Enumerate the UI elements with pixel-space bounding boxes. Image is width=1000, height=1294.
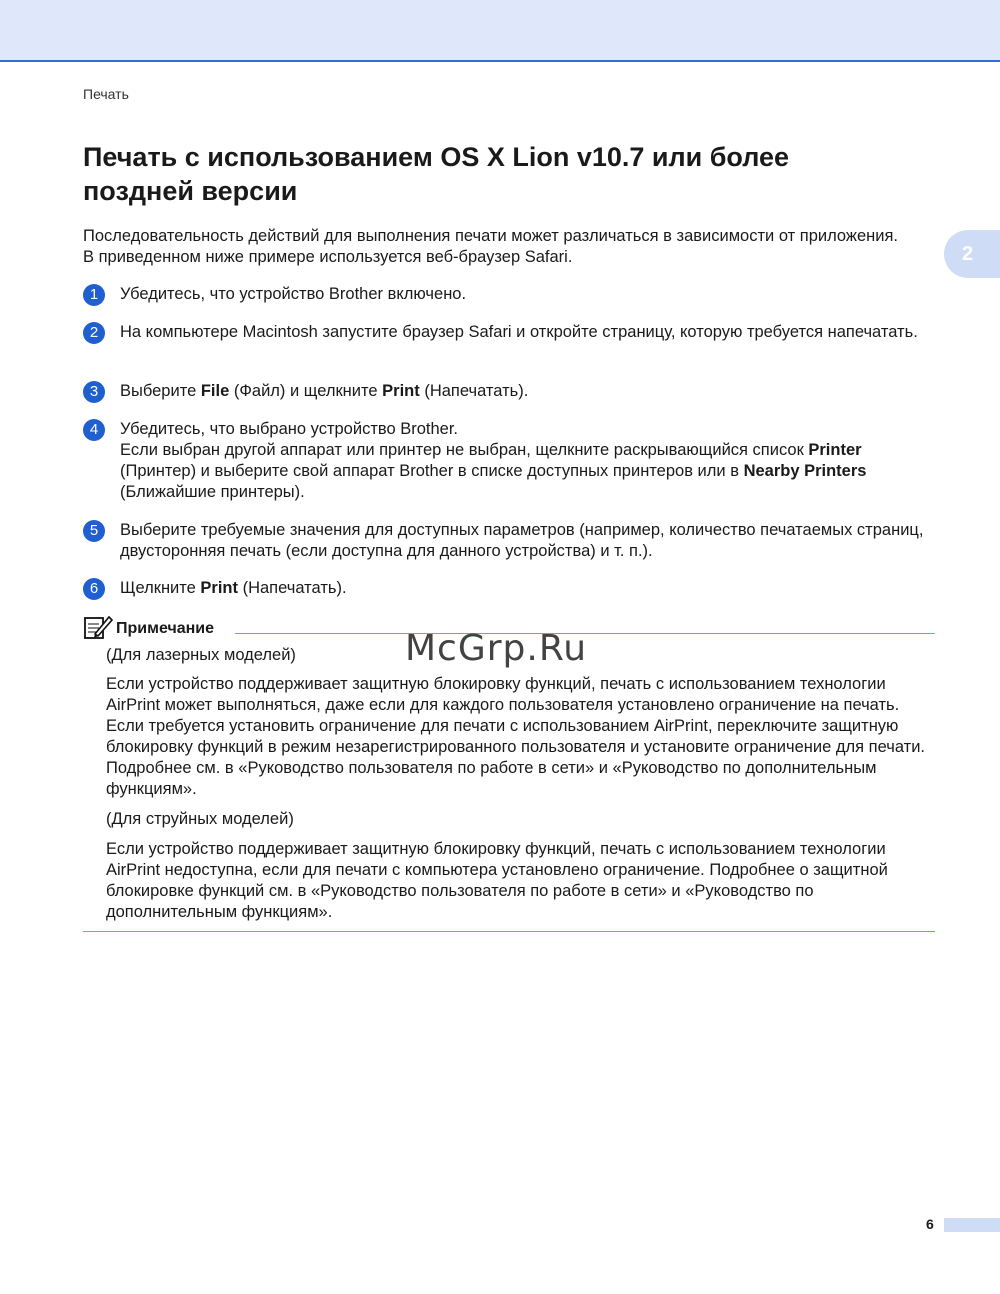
step-text: Выберите требуемые значения для доступных параметров (например, количество печатаемых страниц, двусторонняя печать (если доступна для данного устройства) и т. п.). xyxy=(120,521,924,560)
step-text: Щелкните Print (Напечатать). xyxy=(120,579,347,597)
intro-paragraph: Последовательность действий для выполнения печати может различаться в зависимости от приложения. В приведенном ниже примере используется веб-браузер Safari. xyxy=(83,227,898,266)
watermark: McGrp.Ru xyxy=(405,628,588,669)
step-text: Выберите File (Файл) и щелкните Print (Напечатать). xyxy=(120,382,529,400)
header-band xyxy=(0,0,1000,62)
step-number-badge: 4 xyxy=(83,419,105,441)
step-number-badge: 2 xyxy=(83,322,105,344)
menu-print-label: Print xyxy=(200,579,238,597)
note-pencil-icon xyxy=(83,614,113,640)
nearby-printers-label: Nearby Printers xyxy=(743,462,867,480)
step-number-badge: 5 xyxy=(83,520,105,542)
note-bottom-divider xyxy=(83,931,935,932)
note-inkjet-text: Если устройство поддерживает защитную блокировку функций, печать с использованием технологии AirPrint недоступна, если для печати с компьютера установлено ограничение. Подробнее о защитной блокировке функций см. в «Руководство пользователя по работе в сети» и «Руководство по дополнительным функциям». xyxy=(106,840,888,921)
note-title: Примечание xyxy=(116,620,215,637)
note-inkjet-heading: (Для струйных моделей) xyxy=(106,810,294,828)
page-tab xyxy=(944,1218,1000,1232)
note-laser-heading: (Для лазерных моделей) xyxy=(106,646,296,664)
chapter-tab: 2 xyxy=(944,230,1000,278)
step-text: Убедитесь, что устройство Brother включено. xyxy=(120,285,467,303)
step-number-badge: 1 xyxy=(83,284,105,306)
step-number-badge: 6 xyxy=(83,578,105,600)
printer-menu-label: Printer xyxy=(808,441,862,459)
step-text: Убедитесь, что выбрано устройство Brother. Если выбран другой аппарат или принтер не выбран, щелкните раскрывающийся список Printer (Принтер) и выберите свой аппарат Brother в списке доступных принтеров или в Nearby Printers (Ближайшие принтеры). xyxy=(120,420,867,501)
note-laser-text: Если устройство поддерживает защитную блокировку функций, печать с использованием технологии AirPrint может выполняться, даже если для каждого пользователя установлено ограничение на печать. Если требуется установить ограничение для печати с использованием AirPrint, переключите защитную блокировку функций в режим незарегистрированного пользователя и установите ограничение для печати. Подробнее см. в «Руководство пользователя по работе в сети» и «Руководство по дополнительным функциям». xyxy=(106,675,925,798)
menu-print-label: Print xyxy=(382,382,420,400)
page-number: 6 xyxy=(926,1216,934,1232)
running-head: Печать xyxy=(83,86,129,102)
step-number-badge: 3 xyxy=(83,381,105,403)
page-title: Печать с использованием OS X Lion v10.7 или более поздней версии xyxy=(83,142,790,206)
step-text: На компьютере Macintosh запустите браузер Safari и откройте страницу, которую требуется напечатать. xyxy=(120,323,918,341)
menu-file-label: File xyxy=(200,382,230,400)
